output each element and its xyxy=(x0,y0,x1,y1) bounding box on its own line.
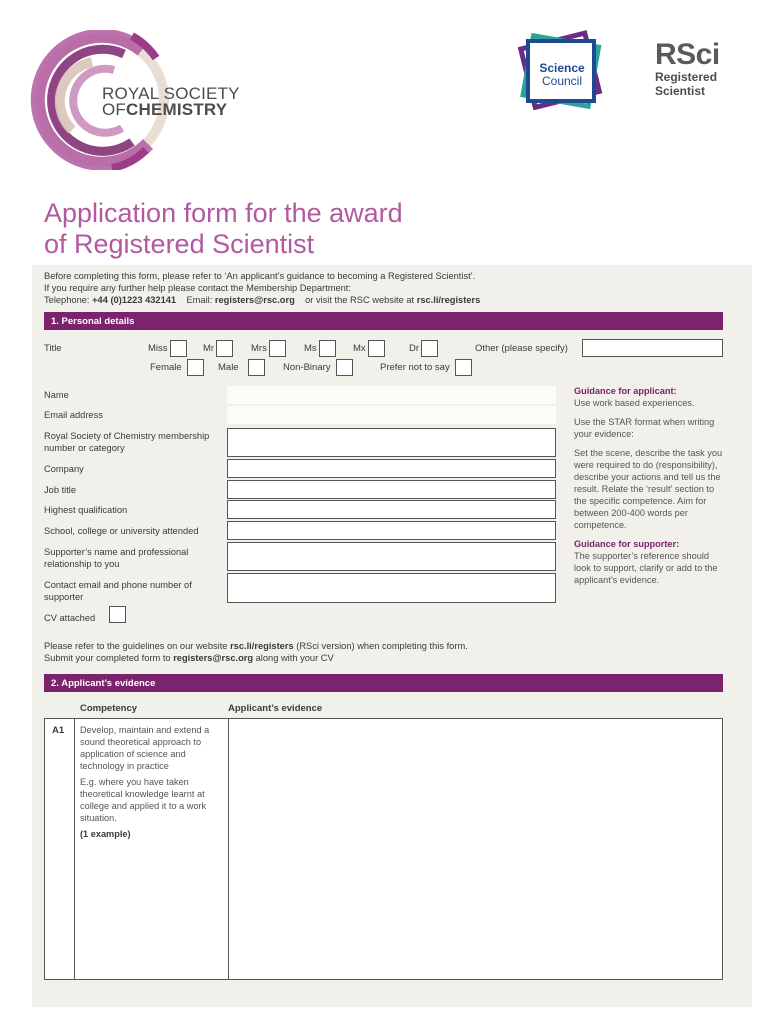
a1-evidence-input[interactable] xyxy=(229,719,722,979)
option-mrs[interactable] xyxy=(251,340,286,357)
intro-text xyxy=(44,270,480,306)
option-miss[interactable] xyxy=(148,340,187,357)
rsci-abbr: RSci xyxy=(655,38,720,71)
guidance-applicant-p1: Use work based experiences. xyxy=(574,398,695,408)
email-address-input[interactable] xyxy=(227,406,556,424)
refer-web-link[interactable]: rsc.li/registers xyxy=(230,641,294,651)
option-miss-label: Miss xyxy=(148,343,168,354)
title-label: Title xyxy=(44,343,62,354)
option-male[interactable] xyxy=(218,359,265,376)
section-evidence-header: 2. Applicant’s evidence xyxy=(44,674,723,692)
refer-line2 xyxy=(44,652,468,664)
a1-code: A1 xyxy=(52,725,65,736)
checkbox-female[interactable] xyxy=(187,359,204,376)
job-title-input[interactable] xyxy=(227,480,556,499)
section-personal-details-header: 1. Personal details xyxy=(44,312,723,330)
job-title-label: Job title xyxy=(44,485,77,495)
refer-l1a: Please refer to the guidelines on our website xyxy=(44,641,228,651)
guidance-applicant-heading: Guidance for applicant: xyxy=(574,386,677,396)
rsc-logo-text xyxy=(102,86,240,118)
intro-line2: If you require any further help please contact the Membership Department: xyxy=(44,283,351,293)
option-mr-label: Mr xyxy=(203,343,215,354)
other-specify-input[interactable] xyxy=(582,339,723,357)
email-label: Email: xyxy=(186,295,213,305)
checkbox-mx[interactable] xyxy=(368,340,385,357)
checkbox-ms[interactable] xyxy=(319,340,336,357)
tel-value: +44 (0)1223 432141 xyxy=(92,295,177,305)
email-address-label: Email address xyxy=(44,410,103,420)
guidance-supporter-p1: The supporter’s reference should look to support, clarify or add to the applicant’s evidence. xyxy=(574,551,718,585)
rsci-line1: Registered xyxy=(655,70,718,84)
refer-text xyxy=(44,640,468,664)
option-ms-label: Ms xyxy=(304,343,317,354)
other-label: Other (please specify) xyxy=(475,343,568,354)
option-non-binary-label: Non-Binary xyxy=(283,362,331,373)
company-input[interactable] xyxy=(227,459,556,478)
rsci-line2: Scientist xyxy=(655,84,706,98)
page-title-line1: Application form for the award xyxy=(44,198,403,228)
guidance-panel xyxy=(574,385,724,593)
checkbox-dr[interactable] xyxy=(421,340,438,357)
school-label: School, college or university attended xyxy=(44,526,199,536)
option-dr[interactable] xyxy=(409,340,438,357)
checkbox-miss[interactable] xyxy=(170,340,187,357)
name-label: Name xyxy=(44,390,69,400)
checkbox-mr[interactable] xyxy=(216,340,233,357)
intro-line1: Before completing this form, please refer to ‘An applicant’s guidance to becoming a Registered Scientist’. xyxy=(44,271,476,281)
option-mx-label: Mx xyxy=(353,343,366,354)
science-council-text xyxy=(524,62,600,88)
web-link[interactable]: rsc.li/registers xyxy=(416,295,481,305)
refer-line1 xyxy=(44,640,468,652)
option-female[interactable] xyxy=(150,359,204,376)
email-link[interactable]: registers@rsc.org xyxy=(214,295,295,305)
intro-contact-line xyxy=(44,294,480,306)
guidance-supporter-heading: Guidance for supporter: xyxy=(574,539,680,549)
guidance-applicant-p2: Use the STAR format when writing your evidence: xyxy=(574,417,715,439)
supporter-label: Supporter’s name and professional relationship to you xyxy=(44,547,189,569)
contact-input[interactable] xyxy=(227,573,556,603)
checkbox-prefer-not[interactable] xyxy=(455,359,472,376)
cv-label: CV attached xyxy=(44,613,96,623)
a1-count: (1 example) xyxy=(80,829,131,839)
option-dr-label: Dr xyxy=(409,343,420,354)
rsc-membership-label: Royal Society of Chemistry membership number or category xyxy=(44,431,210,453)
supporter-input[interactable] xyxy=(227,542,556,571)
refer-l1b: (RSci version) when completing this form. xyxy=(296,641,468,651)
tel-label: Telephone: xyxy=(44,295,90,305)
option-mrs-label: Mrs xyxy=(251,343,267,354)
refer-l2b: along with your CV xyxy=(255,653,334,663)
option-prefer-not-label: Prefer not to say xyxy=(380,362,450,373)
checkbox-non-binary[interactable] xyxy=(336,359,353,376)
checkbox-mrs[interactable] xyxy=(269,340,286,357)
page-title xyxy=(44,198,564,260)
evidence-code-cell xyxy=(45,719,75,979)
guidance-applicant-p3: Set the scene, describe the task you were required to do (responsibility), describe your actions and tell us the result. Relate the ‘result’ section to the specific competence. Aim for between 200-400 words per competence. xyxy=(574,448,723,530)
checkbox-male[interactable] xyxy=(248,359,265,376)
school-input[interactable] xyxy=(227,521,556,540)
refer-email-link[interactable]: registers@rsc.org xyxy=(173,653,254,663)
option-female-label: Female xyxy=(150,362,182,373)
option-mx[interactable] xyxy=(353,340,385,357)
science-council-line1: Science xyxy=(539,61,585,75)
page-title-line2: of Registered Scientist xyxy=(44,229,315,259)
a1-desc: Develop, maintain and extend a sound theoretical approach to application of science and technology in practice xyxy=(80,725,210,771)
name-input[interactable] xyxy=(227,386,556,404)
option-ms[interactable] xyxy=(304,340,336,357)
refer-l2a: Submit your completed form to xyxy=(44,653,171,663)
rsc-logo-line1: ROYAL SOCIETY xyxy=(102,84,240,103)
option-prefer-not[interactable] xyxy=(380,359,472,376)
qualification-label: Highest qualification xyxy=(44,505,128,515)
rsc-logo-chemistry: CHEMISTRY xyxy=(126,100,228,119)
rsc-logo-of: OF xyxy=(102,100,127,119)
web-label: or visit the RSC website at xyxy=(305,295,415,305)
a1-competency xyxy=(80,724,225,840)
company-label: Company xyxy=(44,464,84,474)
science-council-line2: Council xyxy=(541,74,583,88)
cv-checkbox[interactable] xyxy=(109,606,126,623)
qualification-input[interactable] xyxy=(227,500,556,519)
col-competency: Competency xyxy=(80,703,138,714)
option-mr[interactable] xyxy=(203,340,233,357)
a1-example: E.g. where you have taken theoretical knowledge learnt at college and applied it to a work situation. xyxy=(80,777,207,823)
option-other-label xyxy=(475,343,568,354)
contact-label: Contact email and phone number of supporter xyxy=(44,580,192,602)
option-non-binary[interactable] xyxy=(283,359,353,376)
rsc-membership-input[interactable] xyxy=(227,428,556,457)
col-evidence: Applicant’s evidence xyxy=(228,703,323,714)
rsci-logo xyxy=(655,40,720,98)
option-male-label: Male xyxy=(218,362,239,373)
